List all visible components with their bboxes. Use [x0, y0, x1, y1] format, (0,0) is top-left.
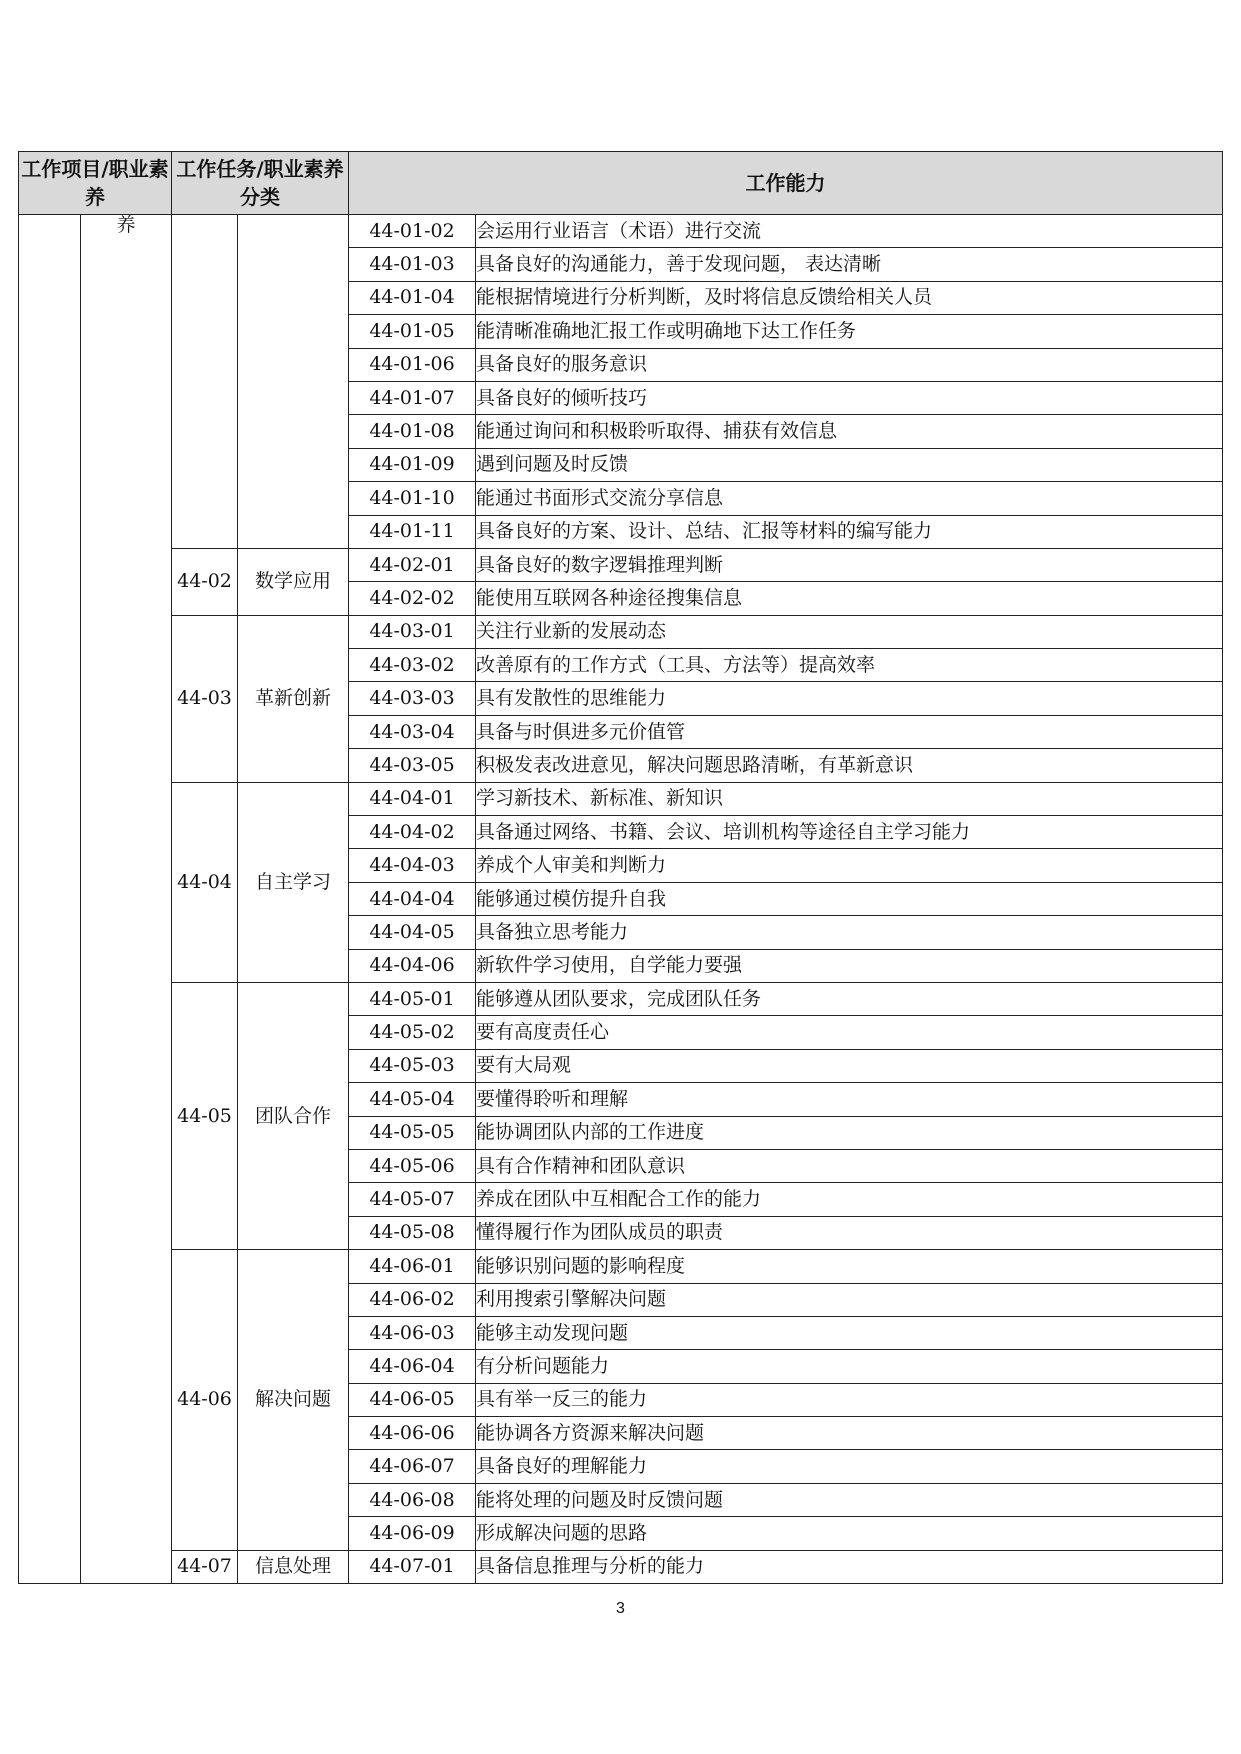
ability-text-cell: 具有举一反三的能力	[476, 1383, 1223, 1416]
ability-text-cell: 要有大局观	[476, 1049, 1223, 1082]
competency-table	[18, 151, 1223, 1584]
ability-code-cell: 44-03-02	[349, 649, 476, 682]
ability-code-cell: 44-03-05	[349, 749, 476, 782]
table-header-row	[19, 152, 1223, 215]
work-project-name-cell: 养	[81, 215, 172, 1584]
ability-code-cell: 44-06-03	[349, 1316, 476, 1349]
table-row	[19, 215, 1223, 248]
ability-text-cell: 能清晰准确地汇报工作或明确地下达工作任务	[476, 315, 1223, 348]
ability-text-cell: 能够识别问题的影响程度	[476, 1250, 1223, 1283]
ability-text-cell: 具备良好的沟通能力，善于发现问题， 表达清晰	[476, 248, 1223, 281]
task-name-cell: 团队合作	[238, 982, 349, 1249]
ability-text-cell: 能够主动发现问题	[476, 1316, 1223, 1349]
ability-text-cell: 遇到问题及时反馈	[476, 448, 1223, 481]
ability-text-cell: 积极发表改进意见，解决问题思路清晰，有革新意识	[476, 749, 1223, 782]
ability-text-cell: 具备良好的服务意识	[476, 348, 1223, 381]
ability-text-cell: 具备良好的方案、设计、总结、汇报等材料的编写能力	[476, 515, 1223, 548]
table-row	[19, 782, 1223, 815]
task-name-cell: 革新创新	[238, 615, 349, 782]
ability-text-cell: 要有高度责任心	[476, 1016, 1223, 1049]
ability-text-cell: 新软件学习使用，自学能力要强	[476, 949, 1223, 982]
ability-code-cell: 44-02-01	[349, 548, 476, 581]
task-code-cell: 44-05	[172, 982, 238, 1249]
ability-text-cell: 利用搜索引擎解决问题	[476, 1283, 1223, 1316]
ability-code-cell: 44-04-01	[349, 782, 476, 815]
ability-code-cell: 44-04-03	[349, 849, 476, 882]
header-work-ability: 工作能力	[349, 152, 1223, 215]
ability-code-cell: 44-07-01	[349, 1550, 476, 1583]
ability-text-cell: 具备良好的数字逻辑推理判断	[476, 548, 1223, 581]
task-name-cell: 自主学习	[238, 782, 349, 982]
ability-text-cell: 会运用行业语言（术语）进行交流	[476, 215, 1223, 248]
header-work-task: 工作任务/职业素养分类	[172, 152, 349, 215]
ability-code-cell: 44-05-02	[349, 1016, 476, 1049]
ability-text-cell: 具备良好的理解能力	[476, 1450, 1223, 1483]
ability-code-cell: 44-01-06	[349, 348, 476, 381]
table-row	[19, 615, 1223, 648]
ability-code-cell: 44-01-05	[349, 315, 476, 348]
ability-code-cell: 44-04-02	[349, 816, 476, 849]
ability-code-cell: 44-06-09	[349, 1517, 476, 1550]
ability-code-cell: 44-01-11	[349, 515, 476, 548]
ability-code-cell: 44-01-09	[349, 448, 476, 481]
ability-code-cell: 44-06-04	[349, 1350, 476, 1383]
task-name-cell: 数学应用	[238, 548, 349, 615]
ability-code-cell: 44-06-05	[349, 1383, 476, 1416]
ability-text-cell: 具备独立思考能力	[476, 916, 1223, 949]
task-name-cell	[238, 215, 349, 549]
ability-text-cell: 具备通过网络、书籍、会议、培训机构等途径自主学习能力	[476, 816, 1223, 849]
ability-code-cell: 44-03-04	[349, 715, 476, 748]
ability-text-cell: 养成个人审美和判断力	[476, 849, 1223, 882]
ability-code-cell: 44-06-06	[349, 1417, 476, 1450]
ability-code-cell: 44-06-07	[349, 1450, 476, 1483]
ability-code-cell: 44-05-06	[349, 1149, 476, 1182]
ability-code-cell: 44-01-02	[349, 215, 476, 248]
ability-text-cell: 具备良好的倾听技巧	[476, 381, 1223, 414]
ability-text-cell: 能通过书面形式交流分享信息	[476, 482, 1223, 515]
ability-text-cell: 具备信息推理与分析的能力	[476, 1550, 1223, 1583]
ability-text-cell: 具有发散性的思维能力	[476, 682, 1223, 715]
task-code-cell	[172, 215, 238, 549]
task-code-cell: 44-06	[172, 1250, 238, 1551]
ability-text-cell: 具备与时俱进多元价值管	[476, 715, 1223, 748]
ability-text-cell: 能协调团队内部的工作进度	[476, 1116, 1223, 1149]
ability-code-cell: 44-06-02	[349, 1283, 476, 1316]
ability-text-cell: 能协调各方资源来解决问题	[476, 1417, 1223, 1450]
ability-text-cell: 要懂得聆听和理解	[476, 1083, 1223, 1116]
ability-text-cell: 具有合作精神和团队意识	[476, 1149, 1223, 1182]
ability-text-cell: 能根据情境进行分析判断，及时将信息反馈给相关人员	[476, 281, 1223, 314]
table-row	[19, 1550, 1223, 1583]
ability-text-cell: 养成在团队中互相配合工作的能力	[476, 1183, 1223, 1216]
ability-code-cell: 44-03-01	[349, 615, 476, 648]
ability-code-cell: 44-01-04	[349, 281, 476, 314]
ability-code-cell: 44-04-05	[349, 916, 476, 949]
ability-code-cell: 44-04-04	[349, 882, 476, 915]
table-body	[19, 215, 1223, 1584]
ability-text-cell: 形成解决问题的思路	[476, 1517, 1223, 1550]
ability-code-cell: 44-03-03	[349, 682, 476, 715]
ability-text-cell: 能使用互联网各种途径搜集信息	[476, 582, 1223, 615]
ability-text-cell: 关注行业新的发展动态	[476, 615, 1223, 648]
ability-code-cell: 44-05-05	[349, 1116, 476, 1149]
ability-code-cell: 44-01-08	[349, 415, 476, 448]
task-name-cell: 解决问题	[238, 1250, 349, 1551]
ability-code-cell: 44-05-08	[349, 1216, 476, 1249]
ability-text-cell: 能够遵从团队要求，完成团队任务	[476, 982, 1223, 1015]
task-name-cell: 信息处理	[238, 1550, 349, 1583]
ability-text-cell: 能够通过模仿提升自我	[476, 882, 1223, 915]
ability-code-cell: 44-05-07	[349, 1183, 476, 1216]
task-code-cell: 44-07	[172, 1550, 238, 1583]
header-work-project: 工作项目/职业素养	[19, 152, 172, 215]
ability-code-cell: 44-05-03	[349, 1049, 476, 1082]
ability-text-cell: 学习新技术、新标准、新知识	[476, 782, 1223, 815]
ability-code-cell: 44-05-01	[349, 982, 476, 1015]
task-code-cell: 44-02	[172, 548, 238, 615]
ability-code-cell: 44-01-03	[349, 248, 476, 281]
ability-code-cell: 44-04-06	[349, 949, 476, 982]
ability-text-cell: 改善原有的工作方式（工具、方法等）提高效率	[476, 649, 1223, 682]
page-number: 3	[616, 1600, 625, 1617]
table-row	[19, 1250, 1223, 1283]
ability-code-cell: 44-06-01	[349, 1250, 476, 1283]
ability-text-cell: 有分析问题能力	[476, 1350, 1223, 1383]
ability-text-cell: 能将处理的问题及时反馈问题	[476, 1483, 1223, 1516]
task-code-cell: 44-04	[172, 782, 238, 982]
ability-text-cell: 懂得履行作为团队成员的职责	[476, 1216, 1223, 1249]
ability-code-cell: 44-01-07	[349, 381, 476, 414]
ability-code-cell: 44-06-08	[349, 1483, 476, 1516]
table-row	[19, 548, 1223, 581]
ability-code-cell: 44-01-10	[349, 482, 476, 515]
work-project-code-cell	[19, 215, 81, 1584]
task-code-cell: 44-03	[172, 615, 238, 782]
table-row	[19, 982, 1223, 1015]
ability-text-cell: 能通过询问和积极聆听取得、捕获有效信息	[476, 415, 1223, 448]
ability-code-cell: 44-02-02	[349, 582, 476, 615]
ability-code-cell: 44-05-04	[349, 1083, 476, 1116]
